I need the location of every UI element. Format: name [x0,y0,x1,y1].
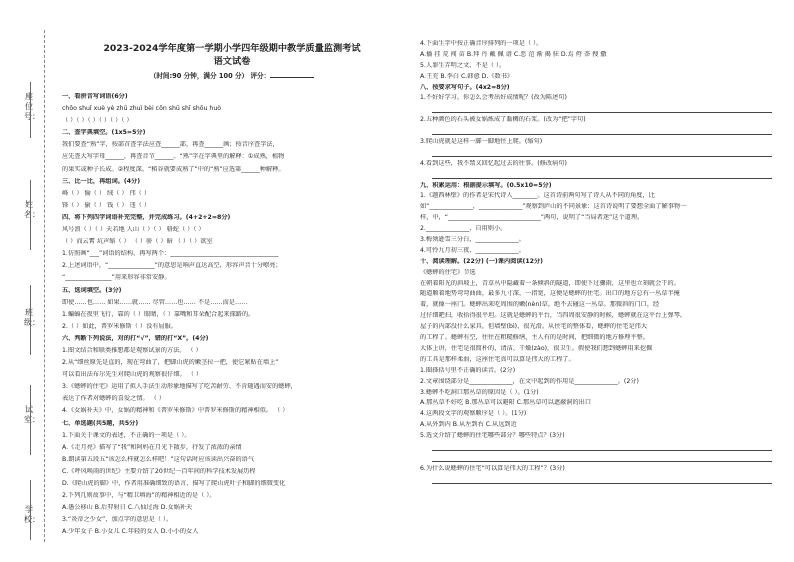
question-line: 4.下面生字中按正确音序排列的一项是（ ）。 [420,40,543,47]
section-heading: 三、比一比，再组词。(4分) [62,177,141,185]
question-line: 4.看到这些，我不禁又回忆起过去的往事。(修改病句) [420,159,567,167]
answer-line[interactable] [420,127,785,138]
question-line: 2.______________，自用则小。 [420,225,507,233]
question-line: 2.五种颜色的石头被女娲炼成了黏稠的石浆。(改为“把”字句) [420,116,586,124]
question-line: 4.这两段文字的观察顺序是（ ）。(1分) [420,410,527,418]
exam-meta: （时间:90 分钟，满分 100 分） 评分： [62,70,402,80]
question-line: C.《呼风唤雨的世纪》主要介绍了20世纪一百年间的科学技术发展历程 [62,467,256,475]
seal-line [44,30,45,542]
question-line: 1.圈择括号里不正确的读音。(2分) [420,366,516,374]
question-line: A.愚公移山 B.后羿射日 C.八仙过海 D.女娲补天 [62,504,193,512]
question-line: 我们要查“熟”字，按部首查字法应查______部，再查______画；按音序查字法， [62,141,279,149]
question-line: 1.不好好学习，你怎么会考出好成绩呢？(改为陈述句) [420,94,567,102]
question-line: 表达了作者对蟋蟀的喜爱之情。 （ ） [62,395,165,403]
name-field[interactable] [30,180,31,250]
question-line: （ ）（ ）（ ）（ ）（ ）（ ） [62,117,133,125]
question-line: 2.从“细丝原先是直的，现在弯曲了，把脚山虎的嫩茎拉一把，使它紧贴在墙上” [62,359,279,367]
question-line: 《蟋蟀的住宅》节选 [420,268,476,276]
section-heading: 六、判断下列说法，对的打“√”，错的打“X”。(4分) [62,334,209,342]
question-line: 3.梅须逊雪三分白，______________。 [420,236,525,244]
answer-line[interactable] [420,171,785,182]
question-line: 1.仿照画“___”词语的结构，再写两个：___________________________________ [62,250,279,258]
section-heading: 九、积累运用：根据提示填写。(0.5x10=5分) [420,181,552,189]
name-label: 姓名： [24,200,40,219]
school-field[interactable] [30,480,31,540]
question-line: 5.人罪生弄明之文，不是（ ）。 [420,61,506,69]
question-line: 样，中，“______________________________”两句，说明了“当局者迷”这个道理。 [420,214,644,222]
question-line: 大体上讲，住宅是很简朴的，清洁、干燥(zào)，很卫生。假使我们想到蟋蟀用来挖掘 [420,344,653,352]
question-line: 的工具是那样柔弱，这座住宅真可以算是伟大的工程了。 [420,355,575,363]
question-line: 随道顺着地势弯弯曲曲，最多九寸深，一指宽，这便是蟋蟀的住宅。出口的地方总有一丛草半掩 [420,290,680,298]
school-label: 学校： [24,505,40,524]
question-line: 6.为什么说蟋蟀的住宅“可以算是伟大的工程”？(3分) [420,464,565,472]
seat-number-field[interactable] [30,82,31,138]
question-line: 5.选文介绍了蟋蟀的住宅哪些部分？哪些特点？(3分) [420,432,565,440]
exam-room-field[interactable] [30,385,31,455]
question-line: 2.上述词语中，“_______________”的意思是响声直达高空，形容声音十分嘹亮； [62,262,282,270]
question-line: （ ）而云霄 坑声缩（ ） （ ）骄（ ）暗 （ ）（ ）欲室 [62,238,213,246]
answer-line[interactable] [420,105,785,116]
class-label: 班级： [24,308,40,327]
section-heading: 二、查字典填空。(1x5=5分) [62,129,146,137]
question-line: 2.文章围绕部分是______________，在文中起到的作用是______________。(2分) [420,377,639,385]
exam-title: 2023-2024学年度第一学期小学四年级期中教学质量监测考试 [103,43,361,54]
question-line: A.那丛草不好吃 B.那丛草可以避阳 C.那丛草可以遮蔽洞的出口 [420,399,592,407]
question-line: 锋（ ） 偷（ ） 钱（ ） 违（ ） [62,201,151,209]
seat-number-label: 座位号： [24,92,40,121]
question-line: 4.可怜九月初三夜，______________。 [420,246,525,254]
exam-room-label: 试室： [24,405,40,424]
question-line: 3.“炎帝之少女”，加点字的意思是（ ）。 [62,516,173,524]
answer-line[interactable] [420,149,785,160]
question-line: 可以看出法布尔先生对爬山虎的观察很仔细。 （ ） [62,371,203,379]
section-heading: 一、看拼音写词语(6分) [62,93,128,100]
binding-margin [0,0,52,562]
question-line: A.《走月亮》描写了“我”和阿妈在月光下散步，抒发了浓浓的亲情 [62,443,242,451]
question-line: B.朗读第五段五“该怎么样就怎么样吧！”这句话时应该读出兴奋的语气 [62,455,255,463]
question-line: 3.《蟋蟀的住宅》运用了拟人手法生动形象地描写了吃苦耐劳、不肯随遇而安的蟋蟀， [62,383,297,391]
question-line: 峰（ ） 愉（ ） 绒（ ） 伟（ ） [62,189,151,197]
question-line: “_______________”用来形容非常安静。 [62,274,171,282]
question-line: 1.图文结合和联类推想都是观察试景的方法。 （ ） [62,346,202,354]
section-heading: 八、按要求写句子。(4x2=8分) [420,83,510,91]
section-heading: 五、选词填空。(3分) [62,286,122,294]
question-line: 1.下面关于课文的表述，不正确的一项是（ ）。 [62,431,191,439]
question-line: 2.下列几则故事中，与“精卫填海”的精神相近的是（ ）。 [62,492,216,500]
exam-subject: 语文试卷 [213,56,251,67]
question-line: 在朝着阳光的斜坡上，青草丛中隐藏着一条倾斜的隧道，即使下过骤雨，这里也立刻就会干的。 [420,279,680,287]
question-line: 的果实或种子长成。②程度深。“稻谷就要成熟了”中的“熟”应选第______种解释。 [62,165,285,173]
question-line: A.少年女子 B.小女儿 C.年轻的女人 D.小小的女人 [62,528,199,536]
question-line: 2.（ ）如此，普罗米修斯（ ）没有屈服。 [62,322,178,330]
question-line: 应先查大写字母______，再查音节______。“熟”字在字典里的解释：①成熟，植物 [62,153,285,161]
score-field[interactable] [270,71,314,78]
question-line: 1.《题西林壁》的作者是宋代诗人________。这首诗前两句写了诗人从不同的角度，比 [420,192,655,200]
question-line: 如“______________，______________”观察到庐山的不同景象：这首诗说明了要想全面了解事物一 [420,203,687,211]
question-line: 1.蝙蝠在夜里飞行，靠的（ ）眼睛，（ ）靠嘴和耳朵配合起来探路的。 [62,310,255,318]
question-line: 的工程了。蟋蟀有空，往往在粗糙修缮，主人有的是时间，把细微的地方修理平整。 [420,334,649,342]
question-line: 着，就像一座门。蟋蟀出来吃周围的嫩(nèn)草，绝不去碰这一丛草。那微斜的门口，经 [420,301,660,309]
question-line: 屋子的内部没什么家具，但墙壁(bì)，很光滑。从住宅的整体看，蟋蟀的住宅是伟大 [420,323,648,331]
answer-line[interactable] [420,454,785,465]
left-column [62,93,402,540]
question-line: 即使……也…… 如果……就…… 尽管……也…… 不是……而是…… [62,298,248,306]
section-heading: 四、将下列四字词语补充完整，并完成练习。(4+2+2=8分) [62,213,231,221]
section-heading: 十、阅读理解。(22分) (一)课内阅读(12分) [420,257,543,265]
question-line: 4.《女娲补天》中，女娲的精神和《普罗米修斯》中普罗米修斯的精神相似。 （ ） [62,407,289,415]
question-line: 风号浪（ ）（ ）天若地 人山（ ）（ ） 骆蛇（ ）（ ） [62,226,205,234]
question-line: 3.蟋蟀不吃洞口那丛草的原因是（ ）。(1分) [420,388,539,396]
answer-line[interactable] [420,443,785,454]
question-line: A.王充 B.李白 C.韩愈 D.《数书》 [420,72,514,80]
question-line: 3.爬山虎就是这样一脚一脚地往上爬。(缩句) [420,138,543,146]
section-heading: 七、单选题(共5题，共5分) [62,419,139,427]
answer-line[interactable] [420,476,785,487]
question-line: A.从外到内 B.从左到右 C.从远到近 [420,421,517,429]
class-field[interactable] [30,285,31,355]
right-column [420,40,785,487]
question-line: A.播 挂 荒 闯 苗 B.拜 丹 戴 佩 谱 C.恶 范 渐 揭 驻 D.焉 侉 荼 搜 撒 [420,50,607,58]
question-line: chōo shuǐ xuè yè zhū zhuì bèi cōn shū shī shōu huò [62,105,222,113]
question-line: D.《爬山虎的脚》中，作者用准确细致的语言，描写了爬山虎叶子和脚的细微变化 [62,480,286,487]
question-line: 过仔细耙扫，收拾得很平坦。这就是蟋蟀的平台，当四周很安静的时候，蟋蟀就在这平台上弹琴。 [420,312,687,320]
